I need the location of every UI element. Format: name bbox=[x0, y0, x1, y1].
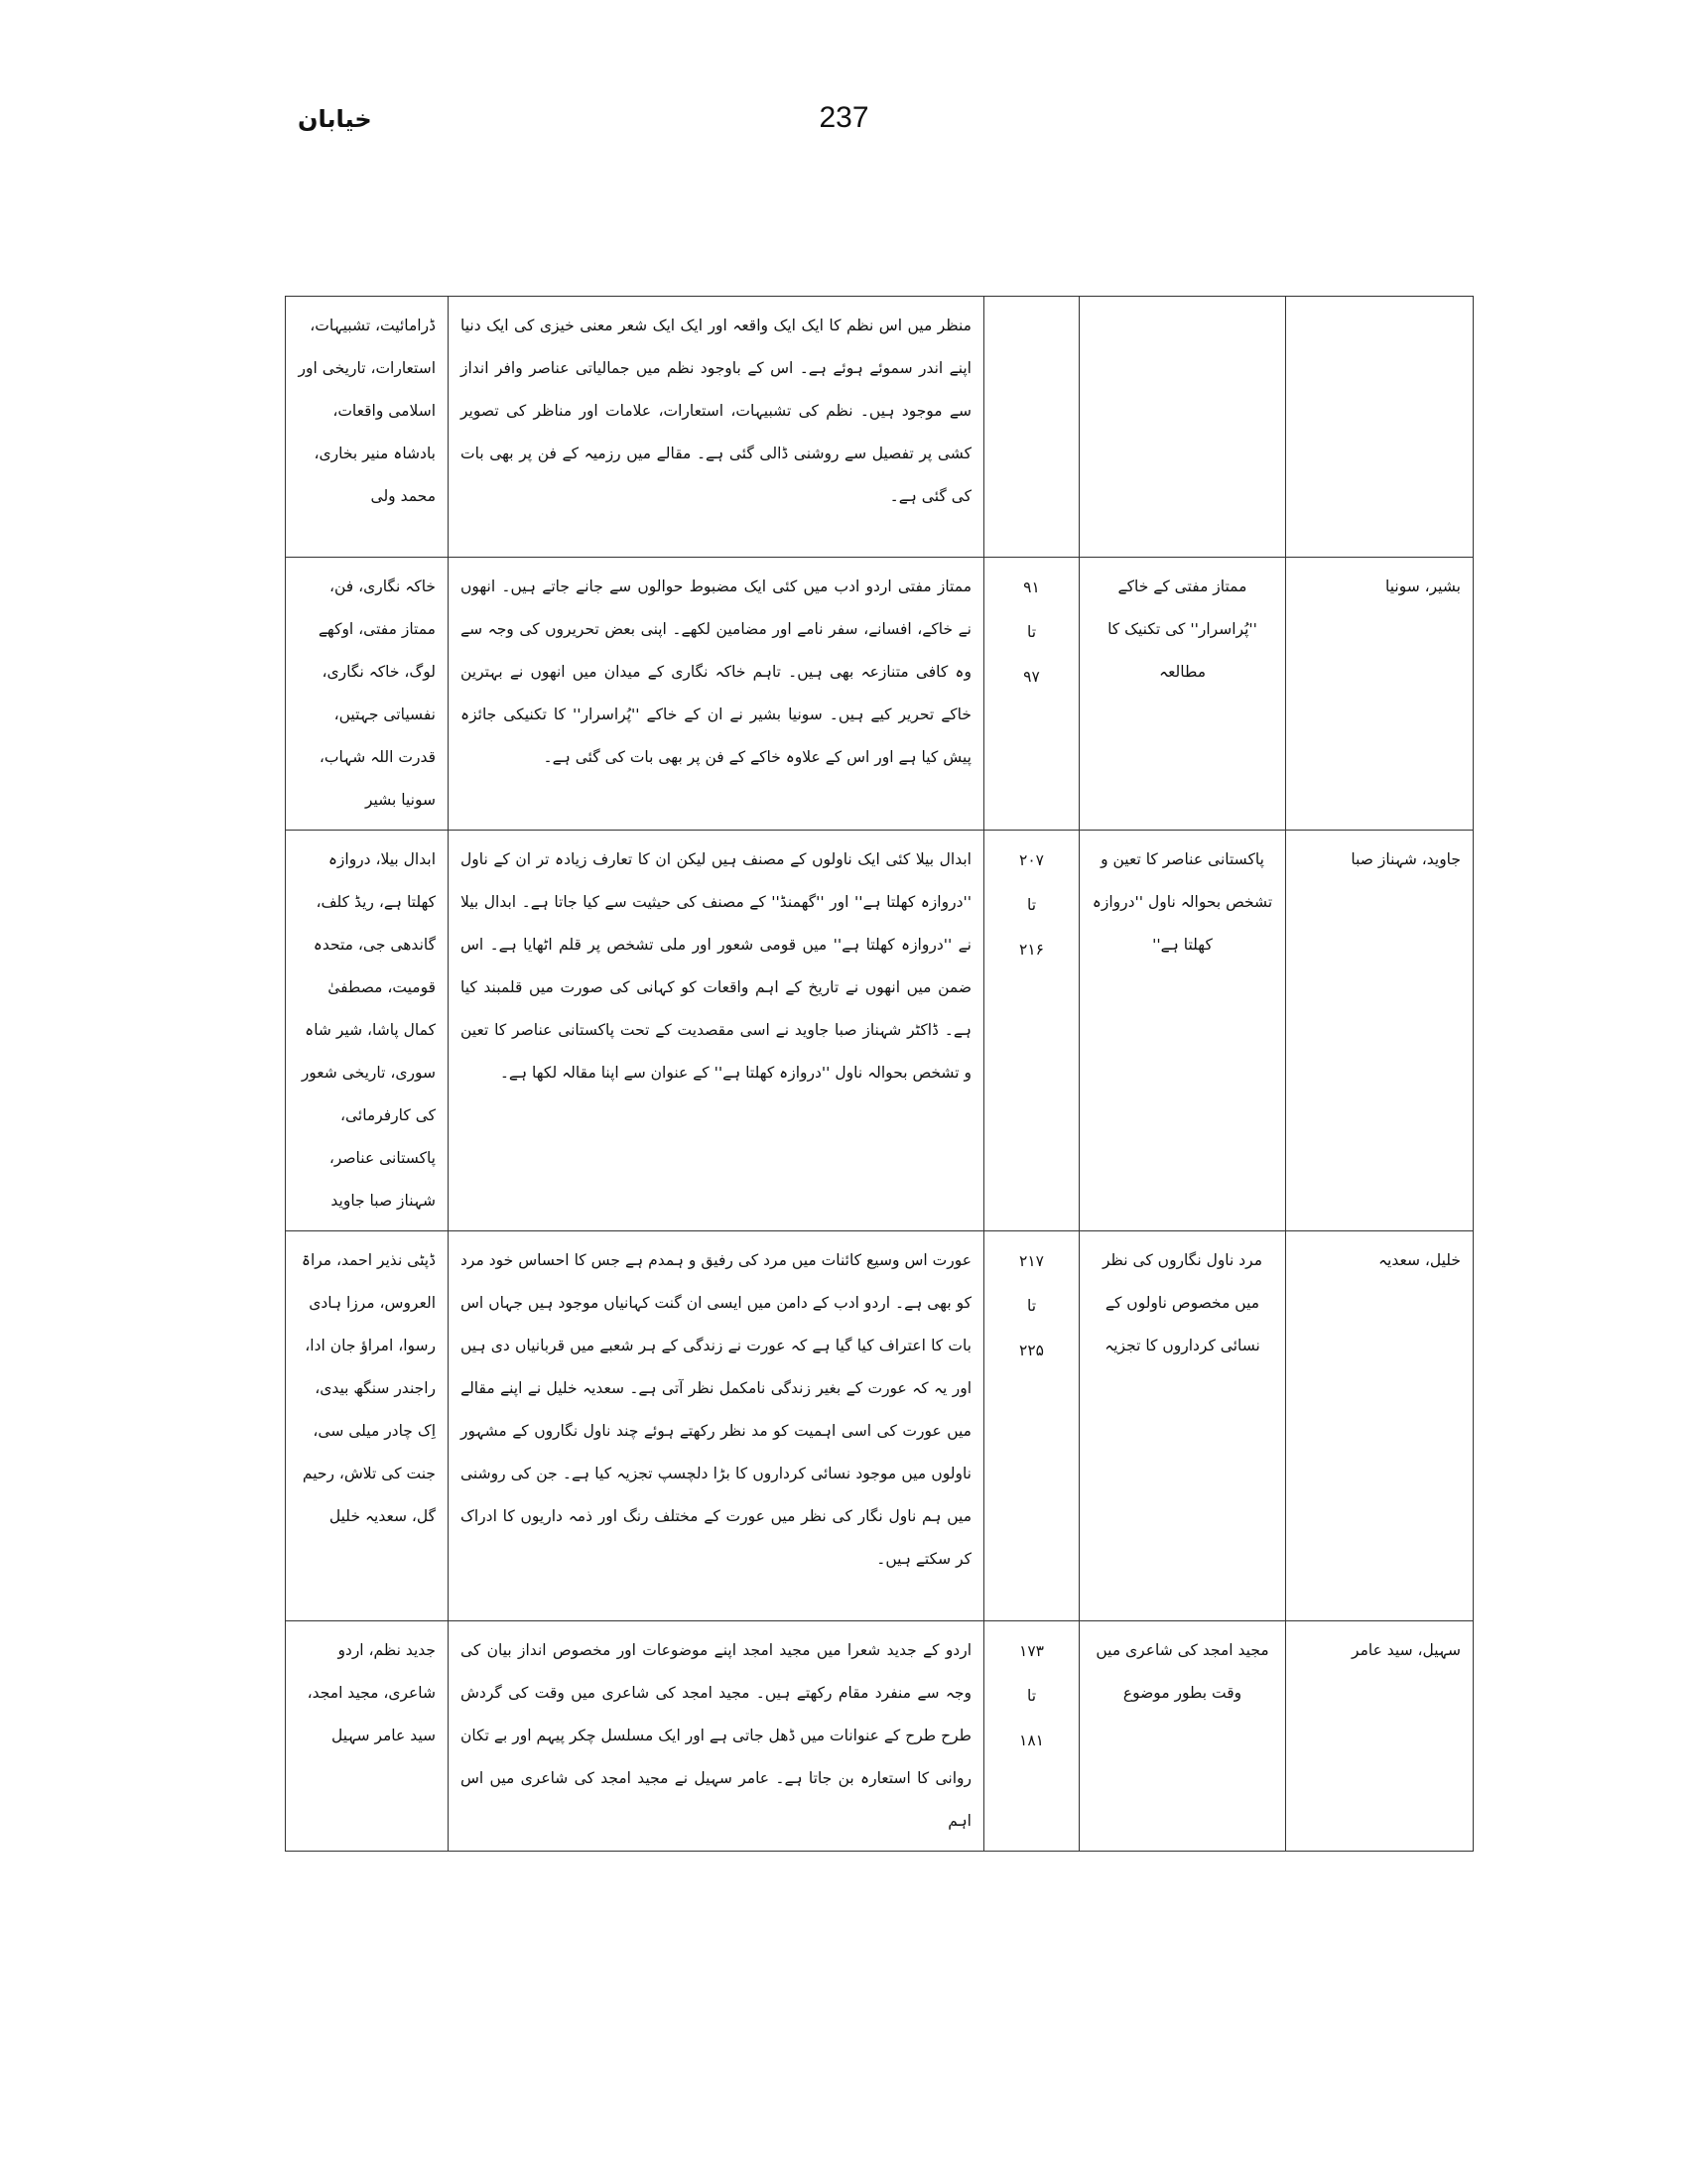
page-start: ۱۷۳ bbox=[1019, 1642, 1044, 1660]
page-start: ۹۱ bbox=[1023, 578, 1040, 596]
keywords-cell: ابدال بیلا، دروازہ کھلتا ہے، ریڈ کلف، گاندھی جی، متحدہ قومیت، مصطفیٰ کمال پاشا، شیر شاہ سوری، تاریخی شعور کی کارفرمائی، پاکستانی عناصر، شہناز صبا جاوید bbox=[286, 831, 449, 1231]
keywords-cell: خاکہ نگاری، فن، ممتاز مفتی، اوکھے لوگ، خاکہ نگاری، نفسیاتی جہتیں، قدرت اللہ شہاب، سونیا بشیر bbox=[286, 558, 449, 831]
page-number: 237 bbox=[819, 101, 869, 134]
pages-cell bbox=[984, 831, 1080, 1231]
title-cell: مرد ناول نگاروں کی نظر میں مخصوص ناولوں کے نسائی کرداروں کا تجزیہ bbox=[1080, 1231, 1286, 1621]
keywords-cell: ڈپٹی نذیر احمد، مراۃ العروس، مرزا ہادی رسوا، امراؤ جان ادا، راجندر سنگھ بیدی، اِک چادر میلی سی، جنت کی تلاش، رحیم گل، سعدیہ خلیل bbox=[286, 1231, 449, 1621]
author-cell: بشیر، سونیا bbox=[1286, 558, 1474, 831]
title-cell: ممتاز مفتی کے خاکے ''پُراسرار'' کی تکنیک کا مطالعہ bbox=[1080, 558, 1286, 831]
title-cell: پاکستانی عناصر کا تعین و تشخص بحوالہ ناول ''دروازہ کھلتا ہے'' bbox=[1080, 831, 1286, 1231]
table-row bbox=[286, 558, 1474, 831]
table-row bbox=[286, 1231, 1474, 1621]
keywords-cell: ڈرامائیت، تشبیہات، استعارات، تاریخی اور اسلامی واقعات، بادشاہ منیر بخاری، محمد ولی bbox=[286, 297, 449, 558]
page-start: ۲۱۷ bbox=[1019, 1252, 1044, 1270]
page-range-word: تا bbox=[1026, 623, 1037, 641]
author-cell: سہیل، سید عامر bbox=[1286, 1621, 1474, 1852]
author-cell bbox=[1286, 297, 1474, 558]
page-end: ۲۱۶ bbox=[1019, 941, 1044, 959]
pages-cell bbox=[984, 297, 1080, 558]
page-start: ۲۰۷ bbox=[1019, 851, 1044, 869]
abstract-cell: اردو کے جدید شعرا میں مجید امجد اپنے موضوعات اور مخصوص انداز بیان کی وجہ سے منفرد مقام رکھتے ہیں۔ مجید امجد کی شاعری میں وقت کی گردش طرح طرح کے عنوانات میں ڈھل جاتی ہے اور ایک مسلسل چکر پیہم اور بے تکان روانی کا استعارہ بن جاتا ہے۔ عامر سہیل نے مجید امجد کی شاعری میں اس اہم bbox=[449, 1621, 984, 1852]
page-range-word: تا bbox=[1026, 1297, 1037, 1315]
table-row bbox=[286, 1621, 1474, 1852]
abstract-cell: عورت اس وسیع کائنات میں مرد کی رفیق و ہمدم ہے جس کا احساس خود مرد کو بھی ہے۔ اردو ادب کے دامن میں ایسی ان گنت کہانیاں موجود ہیں جہاں اس بات کا اعتراف کیا گیا ہے کہ عورت نے زندگی کے ہر شعبے میں قربانیاں دی ہیں اور یہ کہ عورت کے بغیر زندگی نامکمل نظر آتی ہے۔ سعدیہ خلیل نے اپنے مقالے میں عورت کی اسی اہمیت کو مد نظر رکھتے ہوئے چند ناول نگاروں کے مشہور ناولوں میں موجود نسائی کرداروں کا بڑا دلچسپ تجزیہ کیا ہے۔ جن کی روشنی میں ہم ناول نگار کی نظر میں عورت کے مختلف رنگ اور ذمہ داریوں کا ادراک کر سکتے ہیں۔ bbox=[449, 1231, 984, 1621]
pages-cell bbox=[984, 1621, 1080, 1852]
page-end: ۲۲۵ bbox=[1019, 1342, 1044, 1359]
author-cell: خلیل، سعدیہ bbox=[1286, 1231, 1474, 1621]
keywords-cell: جدید نظم، اردو شاعری، مجید امجد، سید عامر سہیل bbox=[286, 1621, 449, 1852]
title-cell: مجید امجد کی شاعری میں وقت بطور موضوع bbox=[1080, 1621, 1286, 1852]
author-cell: جاوید، شہناز صبا bbox=[1286, 831, 1474, 1231]
abstract-cell: منظر میں اس نظم کا ایک ایک واقعہ اور ایک ایک شعر معنی خیزی کی ایک دنیا اپنے اندر سموئے ہوئے ہے۔ اس کے باوجود نظم میں جمالیاتی عناصر وافر انداز سے موجود ہیں۔ نظم کی تشبیہات، استعارات، علامات اور مناظر کی تصویر کشی پر تفصیل سے روشنی ڈالی گئی ہے۔ مقالے میں رزمیہ کے فن پر بھی بات کی گئی ہے۔ bbox=[449, 297, 984, 558]
abstract-cell: ابدال بیلا کئی ایک ناولوں کے مصنف ہیں لیکن ان کا تعارف زیادہ تر ان کے ناول ''دروازہ کھلتا ہے'' اور ''گھمنڈ'' کے مصنف کی حیثیت سے کیا جاتا ہے۔ ابدال بیلا نے ''دروازہ کھلتا ہے'' میں قومی شعور اور ملی تشخص پر قلم اٹھایا ہے۔ اس ضمن میں انھوں نے تاریخ کے اہم واقعات کو کہانی کی صورت میں قلمبند کیا ہے۔ ڈاکٹر شہناز صبا جاوید نے اسی مقصدیت کے تحت پاکستانی عناصر کا تعین و تشخص بحوالہ ناول ''دروازہ کھلتا ہے'' کے عنوان سے اپنا مقالہ لکھا ہے۔ bbox=[449, 831, 984, 1231]
table-row bbox=[286, 297, 1474, 558]
pages-cell bbox=[984, 1231, 1080, 1621]
pages-cell bbox=[984, 558, 1080, 831]
page-range-word: تا bbox=[1026, 896, 1037, 914]
title-cell bbox=[1080, 297, 1286, 558]
page-range-word: تا bbox=[1026, 1687, 1037, 1705]
table-row bbox=[286, 831, 1474, 1231]
page-end: ۱۸۱ bbox=[1019, 1732, 1044, 1749]
abstracts-table bbox=[285, 296, 1474, 1852]
abstract-cell: ممتاز مفتی اردو ادب میں کئی ایک مضبوط حوالوں سے جانے جاتے ہیں۔ انھوں نے خاکے، افسانے، سفر نامے اور مضامین لکھے۔ اپنی بعض تحریروں کی وجہ سے وہ کافی متنازعہ بھی ہیں۔ تاہم خاکہ نگاری کے میدان میں انھوں نے بہترین خاکے تحریر کیے ہیں۔ سونیا بشیر نے ان کے خاکے ''پُراسرار'' کا تکنیکی جائزہ پیش کیا ہے اور اس کے علاوہ خاکے کے فن پر بھی بات کی گئی ہے۔ bbox=[449, 558, 984, 831]
journal-title: خیابان bbox=[298, 105, 372, 133]
page-end: ۹۷ bbox=[1023, 668, 1040, 686]
